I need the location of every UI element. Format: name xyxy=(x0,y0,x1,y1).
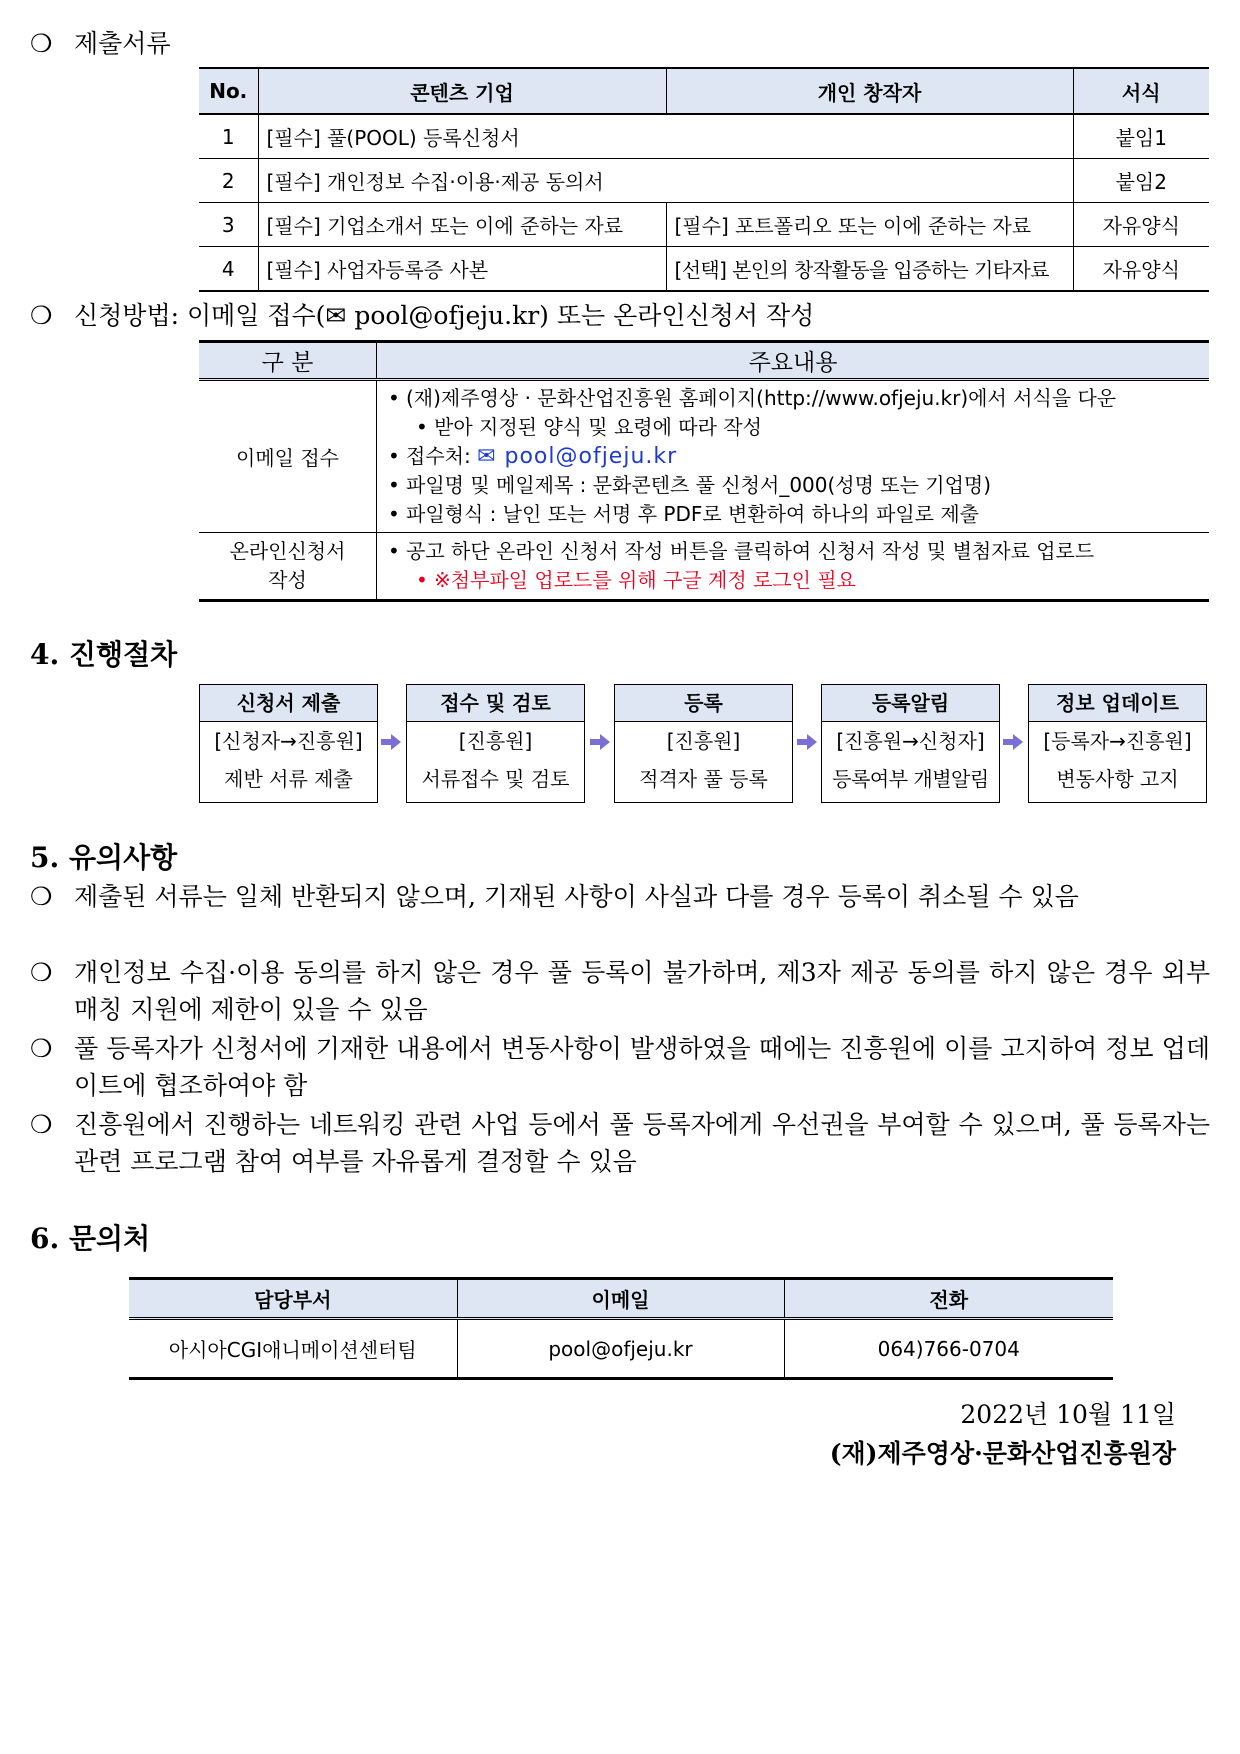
table-row xyxy=(199,114,1209,159)
process-step xyxy=(1028,684,1207,803)
issue-date: 2022년 10월 11일 xyxy=(960,1400,1176,1429)
row-no: 1 xyxy=(199,114,258,159)
row-form: 붙임2 xyxy=(1073,159,1209,203)
contact-table xyxy=(129,1277,1113,1380)
row-no: 2 xyxy=(199,159,258,203)
arrow-right-icon xyxy=(590,734,610,750)
step-actor: [신청자→진흥원] xyxy=(214,729,363,753)
email-cell[interactable]: pool@ofjeju.kr xyxy=(457,1319,784,1379)
department-cell: 아시아CGI애니메이션센터팀 xyxy=(129,1319,457,1379)
col-creator: 개인 창작자 xyxy=(666,68,1073,114)
step-actor: [진흥원] xyxy=(458,729,533,753)
step-desc: 적격자 풀 등록 xyxy=(639,767,768,791)
col-department: 담당부서 xyxy=(129,1279,457,1319)
col-content: 주요내용 xyxy=(377,342,1210,380)
arrow-right-icon xyxy=(797,734,817,750)
contact-heading: 6. 문의처 xyxy=(30,1222,151,1255)
arrow-right-icon xyxy=(381,734,401,750)
note-item: ❍ 풀 등록자가 신청서에 기재한 내용에서 변동사항이 발생하였을 때에는 진흥원에 이를 고지하여 정보 업데이트에 협조하여야 함 xyxy=(30,1034,1210,1100)
row-company-doc: [필수] 기업소개서 또는 이에 준하는 자료 xyxy=(258,203,666,247)
col-company: 콘텐츠 기업 xyxy=(258,68,666,114)
row-no: 4 xyxy=(199,247,258,292)
row-doc: [필수] 풀(POOL) 등록신청서 xyxy=(258,114,1073,159)
issuer-name: (재)제주영상·문화산업진흥원장 xyxy=(829,1439,1176,1468)
process-heading: 4. 진행절차 xyxy=(30,638,178,671)
process-step xyxy=(614,684,793,803)
arrow-right-icon xyxy=(1003,734,1023,750)
col-no: No. xyxy=(199,68,258,114)
col-email: 이메일 xyxy=(457,1279,784,1319)
step-desc: 변동사항 고지 xyxy=(1056,767,1179,791)
list-item: • 파일형식 : 날인 또는 서명 후 PDF로 변환하여 하나의 파일로 제출 xyxy=(388,500,1200,529)
email-link[interactable]: ✉ pool@ofjeju.kr xyxy=(477,444,678,469)
step-title: 접수 및 검토 xyxy=(407,685,584,722)
step-title: 신청서 제출 xyxy=(200,685,377,722)
step-actor: [등록자→진흥원] xyxy=(1043,729,1192,753)
step-title: 정보 업데이트 xyxy=(1029,685,1206,722)
list-item: • 파일명 및 메일제목 : 문화콘텐츠 풀 신청서_000(성명 또는 기업명) xyxy=(388,471,1200,500)
row-creator-doc: [선택] 본인의 창작활동을 입증하는 기타자료 xyxy=(666,247,1073,292)
phone-cell: 064)766-0704 xyxy=(784,1319,1113,1379)
list-item: • 공고 하단 온라인 신청서 작성 버튼을 클릭하여 신청서 작성 및 별첨자료 업로드 xyxy=(388,537,1200,566)
note-item: ❍ 개인정보 수집·이용 동의를 하지 않은 경우 풀 등록이 불가하며, 제3자 제공 동의를 하지 않은 경우 외부 매칭 지원에 제한이 있을 수 있음 xyxy=(30,958,1210,1024)
list-item: • ※첨부파일 업로드를 위해 구글 계정 로그인 필요 xyxy=(388,566,1200,595)
online-label: 온라인신청서 작성 xyxy=(199,533,377,601)
process-step xyxy=(406,684,585,803)
col-form: 서식 xyxy=(1073,68,1209,114)
step-desc: 제반 서류 제출 xyxy=(224,767,353,791)
list-item: • 접수처: ✉ pool@ofjeju.kr xyxy=(388,442,1200,471)
table-row xyxy=(129,1319,1113,1379)
row-company-doc: [필수] 사업자등록증 사본 xyxy=(258,247,666,292)
step-desc: 서류접수 및 검토 xyxy=(421,767,570,791)
list-item: • 받아 지정된 양식 및 요령에 따라 작성 xyxy=(388,413,1200,442)
table-header-row xyxy=(199,342,1209,380)
row-form: 붙임1 xyxy=(1073,114,1209,159)
table-header-row xyxy=(199,68,1209,114)
notes-heading: 5. 유의사항 xyxy=(30,841,178,874)
email-content xyxy=(377,380,1210,533)
apply-method-heading: ❍ 신청방법: 이메일 접수(✉ pool@ofjeju.kr) 또는 온라인신청서 작성 xyxy=(30,301,815,330)
step-actor: [진흥원→신청자] xyxy=(836,729,985,753)
row-form: 자유양식 xyxy=(1073,247,1209,292)
step-actor: [진흥원] xyxy=(666,729,741,753)
list-item: • (재)제주영상 · 문화산업진흥원 홈페이지(http://www.ofjeju.kr)에서 서식을 다운 xyxy=(388,384,1200,413)
table-row xyxy=(199,380,1209,533)
note-item: ❍ 진흥원에서 진행하는 네트워킹 관련 사업 등에서 풀 등록자에게 우선권을 부여할 수 있으며, 풀 등록자는 관련 프로그램 참여 여부를 자유롭게 결정할 수 있음 xyxy=(30,1110,1210,1176)
row-no: 3 xyxy=(199,203,258,247)
table-row xyxy=(199,203,1209,247)
online-content xyxy=(377,533,1210,601)
submit-docs-heading: ❍ 제출서류 xyxy=(30,29,171,58)
row-doc: [필수] 개인정보 수집·이용·제공 동의서 xyxy=(258,159,1073,203)
process-step xyxy=(199,684,378,803)
step-title: 등록알림 xyxy=(822,685,999,722)
col-phone: 전화 xyxy=(784,1279,1113,1319)
email-label: 이메일 접수 xyxy=(199,380,377,533)
col-category: 구 분 xyxy=(199,342,377,380)
note-item: ❍ 제출된 서류는 일체 반환되지 않으며, 기재된 사항이 사실과 다를 경우 등록이 취소될 수 있음 xyxy=(30,882,1079,911)
step-title: 등록 xyxy=(615,685,792,722)
apply-method-table xyxy=(199,340,1209,602)
table-header-row xyxy=(129,1279,1113,1319)
table-row xyxy=(199,533,1209,601)
row-form: 자유양식 xyxy=(1073,203,1209,247)
process-step xyxy=(821,684,1000,803)
submit-docs-table xyxy=(199,67,1209,292)
row-creator-doc: [필수] 포트폴리오 또는 이에 준하는 자료 xyxy=(666,203,1073,247)
step-desc: 등록여부 개별알림 xyxy=(832,767,989,791)
table-row xyxy=(199,159,1209,203)
table-row xyxy=(199,247,1209,292)
